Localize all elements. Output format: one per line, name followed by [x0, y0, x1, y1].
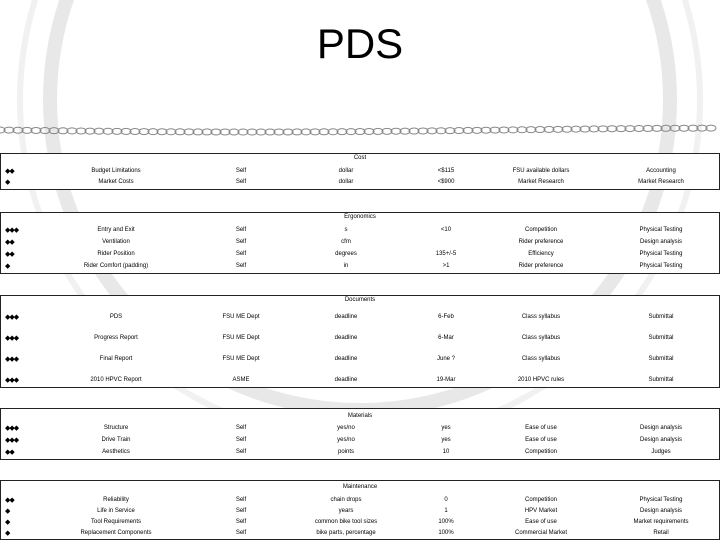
cell-verify: Submittal: [648, 335, 674, 341]
cell-source: Self: [235, 168, 247, 174]
cell-req: Drive Train: [101, 437, 131, 443]
cell-verify: Submittal: [648, 377, 674, 383]
cell-metric: dollar: [338, 168, 354, 174]
priority-diamonds: ◆: [5, 530, 10, 537]
cell-metric: chain drops: [330, 497, 362, 503]
cell-metric: years: [338, 508, 354, 514]
cell-basis: Class syllabus: [521, 314, 561, 320]
table-row: [1, 225, 719, 236]
cell-basis: Ease of use: [525, 425, 557, 431]
cell-source: ASME: [232, 377, 250, 383]
cell-verify: Physical Testing: [639, 497, 683, 503]
cell-metric: deadline: [334, 335, 358, 341]
priority-diamonds: ◆◆: [5, 449, 14, 456]
cell-source: FSU ME Dept: [222, 314, 260, 320]
cell-source: Self: [235, 508, 247, 514]
cell-target: >1: [442, 263, 450, 269]
table-row: [1, 166, 719, 177]
cell-source: FSU ME Dept: [222, 356, 260, 362]
page-title: PDS: [316, 20, 404, 67]
cell-metric: degrees: [335, 251, 357, 257]
priority-diamonds: ◆◆: [5, 497, 14, 504]
cell-target: 100%: [438, 530, 454, 536]
cell-verify: Market requirements: [633, 519, 689, 525]
table-row: [1, 517, 719, 528]
cell-req: Reliability: [103, 497, 129, 503]
table-row: [1, 333, 719, 344]
cell-target: 6-Feb: [438, 314, 454, 320]
priority-diamonds: ◆◆◆: [5, 356, 19, 363]
cell-source: Self: [235, 239, 247, 245]
cell-metric: deadline: [334, 314, 358, 320]
cell-metric: common bike tool sizes: [314, 519, 378, 525]
priority-diamonds: ◆◆◆: [5, 425, 19, 432]
cell-basis: Competition: [524, 497, 557, 503]
section-heading: Cost: [353, 155, 367, 161]
cell-basis: Rider preference: [518, 239, 564, 245]
cell-basis: Market Research: [518, 179, 564, 185]
priority-diamonds: ◆: [5, 263, 10, 270]
cell-req: Entry and Exit: [97, 227, 135, 233]
cell-metric: yes/no: [337, 437, 355, 443]
priority-diamonds: ◆: [5, 519, 10, 526]
cell-req: Tool Requirements: [90, 519, 142, 525]
cell-source: Self: [235, 530, 247, 536]
cell-metric: in: [343, 263, 349, 269]
cell-basis: Ease of use: [525, 437, 557, 443]
cell-req: Replacement Components: [80, 530, 152, 536]
table-row: [1, 177, 719, 188]
priority-diamonds: ◆◆: [5, 239, 14, 246]
cell-basis: Rider preference: [518, 263, 564, 269]
cell-verify: Physical Testing: [639, 227, 683, 233]
cell-verify: Judges: [651, 449, 671, 455]
priority-diamonds: ◆: [5, 179, 10, 186]
cell-verify: Design analysis: [639, 239, 683, 245]
cell-req: Ventilation: [102, 239, 130, 245]
cell-metric: yes/no: [337, 425, 355, 431]
section-heading: Ergonomics: [344, 214, 376, 220]
cell-target: 0: [444, 497, 448, 503]
cell-source: Self: [235, 263, 247, 269]
cell-metric: deadline: [334, 356, 358, 362]
cell-source: Self: [235, 251, 247, 257]
table-row: [1, 495, 719, 506]
cell-target: 19-Mar: [436, 377, 456, 383]
table-row: [1, 528, 719, 539]
cell-verify: Accounting: [646, 168, 676, 174]
cell-source: Self: [235, 227, 247, 233]
cell-target: June ?: [436, 356, 455, 362]
table-row: [1, 423, 719, 434]
cell-req: Budget Limitations: [91, 168, 141, 174]
priority-diamonds: ◆◆◆: [5, 314, 19, 321]
table-row: [1, 447, 719, 458]
section-heading: Maintenance: [342, 484, 378, 490]
table-row: [1, 261, 719, 272]
cell-req: Aesthetics: [102, 449, 130, 455]
priority-diamonds: ◆◆◆: [5, 227, 19, 234]
table-row: [1, 312, 719, 323]
cell-metric: points: [337, 449, 354, 455]
cell-source: Self: [235, 497, 247, 503]
table-row: [1, 249, 719, 260]
cell-source: Self: [235, 449, 247, 455]
table-row: [1, 435, 719, 446]
cell-verify: Submittal: [648, 314, 674, 320]
cell-basis: HPV Market: [524, 508, 558, 514]
priority-diamonds: ◆◆: [5, 168, 14, 175]
cell-basis: Ease of use: [525, 519, 557, 525]
cell-basis: Competition: [524, 227, 557, 233]
chain-divider: [0, 112, 720, 152]
section-ergonomics: [0, 212, 720, 274]
table-row: [1, 354, 719, 365]
cell-req: Structure: [103, 425, 129, 431]
cell-req: Final Report: [99, 356, 133, 362]
cell-req: Rider Comfort (padding): [83, 263, 149, 269]
cell-metric: cfm: [341, 239, 351, 245]
cell-target: 6-Mar: [438, 335, 454, 341]
cell-req: Life in Service: [97, 508, 135, 514]
table-row: [1, 375, 719, 386]
cell-source: FSU ME Dept: [222, 335, 260, 341]
cell-req: PDS: [109, 314, 123, 320]
cell-basis: FSU available dollars: [512, 168, 570, 174]
section-materials: [0, 408, 720, 460]
cell-verify: Retail: [653, 530, 669, 536]
cell-target: 135+/-5: [435, 251, 457, 257]
cell-verify: Design analysis: [639, 437, 683, 443]
cell-basis: Competition: [524, 449, 557, 455]
cell-req: Market Costs: [98, 179, 134, 185]
cell-verify: Design analysis: [639, 425, 683, 431]
cell-req: Progress Report: [94, 335, 138, 341]
cell-target: 100%: [438, 519, 454, 525]
cell-verify: Market Research: [638, 179, 684, 185]
priority-diamonds: ◆: [5, 508, 10, 515]
section-documents: [0, 295, 720, 388]
cell-verify: Physical Testing: [639, 251, 683, 257]
cell-metric: dollar: [338, 179, 354, 185]
cell-verify: Physical Testing: [639, 263, 683, 269]
section-heading: Documents: [344, 297, 376, 303]
cell-basis: Efficiency: [528, 251, 554, 257]
priority-diamonds: ◆◆◆: [5, 377, 19, 384]
cell-source: Self: [235, 437, 247, 443]
priority-diamonds: ◆◆: [5, 251, 14, 258]
cell-source: Self: [235, 179, 247, 185]
table-row: [1, 237, 719, 248]
cell-basis: Class syllabus: [521, 335, 561, 341]
priority-diamonds: ◆◆◆: [5, 437, 19, 444]
cell-target: yes: [441, 425, 451, 431]
cell-target: <10: [440, 227, 452, 233]
priority-diamonds: ◆◆◆: [5, 335, 19, 342]
section-heading: Materials: [347, 413, 373, 419]
cell-verify: Submittal: [648, 356, 674, 362]
cell-target: 10: [442, 449, 450, 455]
cell-req: Rider Position: [97, 251, 135, 257]
cell-target: <$115: [437, 168, 455, 174]
cell-verify: Design analysis: [639, 508, 683, 514]
section-cost: [0, 153, 720, 190]
cell-basis: Commercial Market: [514, 530, 567, 536]
cell-metric: deadline: [334, 377, 358, 383]
cell-target: yes: [441, 437, 451, 443]
table-row: [1, 506, 719, 517]
cell-target: 1: [444, 508, 448, 514]
section-maintenance: [0, 480, 720, 540]
cell-source: Self: [235, 519, 247, 525]
cell-metric: s: [344, 227, 348, 233]
cell-basis: Class syllabus: [521, 356, 561, 362]
cell-target: <$900: [437, 179, 455, 185]
cell-req: 2010 HPVC Report: [90, 377, 142, 383]
cell-basis: 2010 HPVC rules: [517, 377, 565, 383]
cell-metric: bike parts, percentage: [316, 530, 376, 536]
cell-source: Self: [235, 425, 247, 431]
